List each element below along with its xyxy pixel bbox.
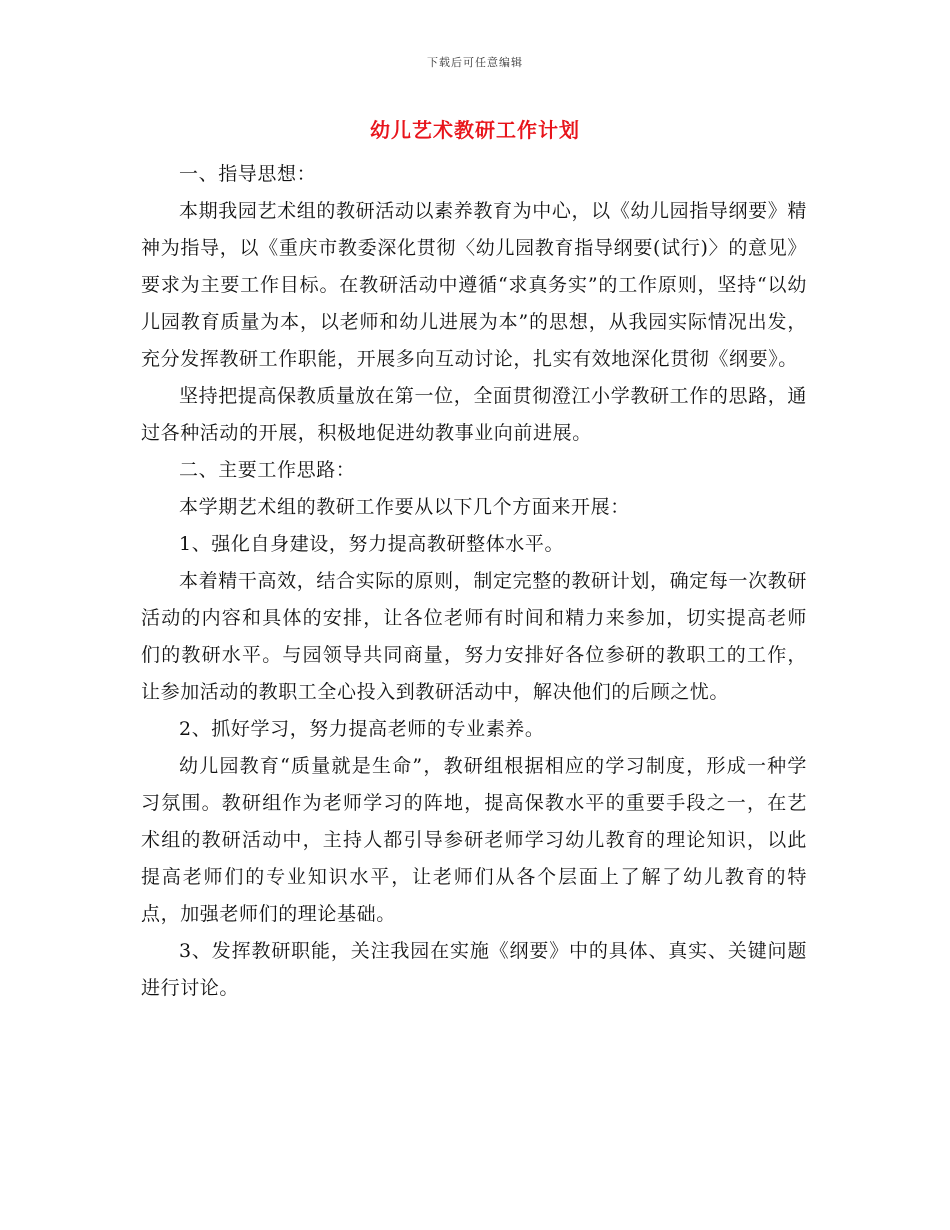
subheading-item-2: 2、抓好学习，努力提高老师的专业素养。 (179, 718, 545, 740)
subheading-item-3: 3、发挥教研职能，关注我园在实施《纲要》中的具体、真实、关键问题进行讨论。 (141, 940, 807, 999)
paragraph: 本学期艺术组的教研工作要从以下几个方面来开展： (179, 496, 630, 518)
paragraph: 本期我园艺术组的教研活动以素养教育为中心，以《幼儿园指导纲要》精神为指导，以《重庆市教委深化贯彻〈幼儿园教育指导纲要(试行)〉的意见》要求为主要工作目标。在教研活动中遵循“求真务实”的工作原则，坚持“以幼儿园教育质量为本，以老师和幼儿进展为本”的思想，从我园实际情况出发，充分发挥教研工作职能，开展多向互动讨论，扎实有效地深化贯彻《纲要》。 (141, 200, 807, 370)
paragraph: 坚持把提高保教质量放在第一位，全面贯彻澄江小学教研工作的思路，通过各种活动的开展，积极地促进幼教事业向前进展。 (141, 385, 807, 444)
section-heading-main-ideas: 二、主要工作思路： (179, 459, 356, 481)
paragraph: 幼儿园教育“质量就是生命”，教研组根据相应的学习制度，形成一种学习氛围。教研组作为老师学习的阵地，提高保教水平的重要手段之一，在艺术组的教研活动中，主持人都引导参研老师学习幼儿教育的理论知识，以此提高老师们的专业知识水平，让老师们从各个层面上了解了幼儿教育的特点，加强老师们的理论基础。 (141, 755, 807, 925)
section-heading-guiding-ideology: 一、指导思想： (179, 163, 317, 185)
document-title: 幼儿艺术教研工作计划 (370, 118, 580, 142)
header-note: 下载后可任意编辑 (427, 56, 523, 69)
subheading-item-1: 1、强化自身建设，努力提高教研整体水平。 (179, 533, 565, 555)
document-body (141, 156, 807, 1007)
paragraph: 本着精干高效，结合实际的原则，制定完整的教研计划，确定每一次教研活动的内容和具体的安排，让各位老师有时间和精力来参加，切实提高老师们的教研水平。与园领导共同商量，努力安排好各位参研的教职工的工作，让参加活动的教职工全心投入到教研活动中，解决他们的后顾之忧。 (141, 570, 807, 703)
